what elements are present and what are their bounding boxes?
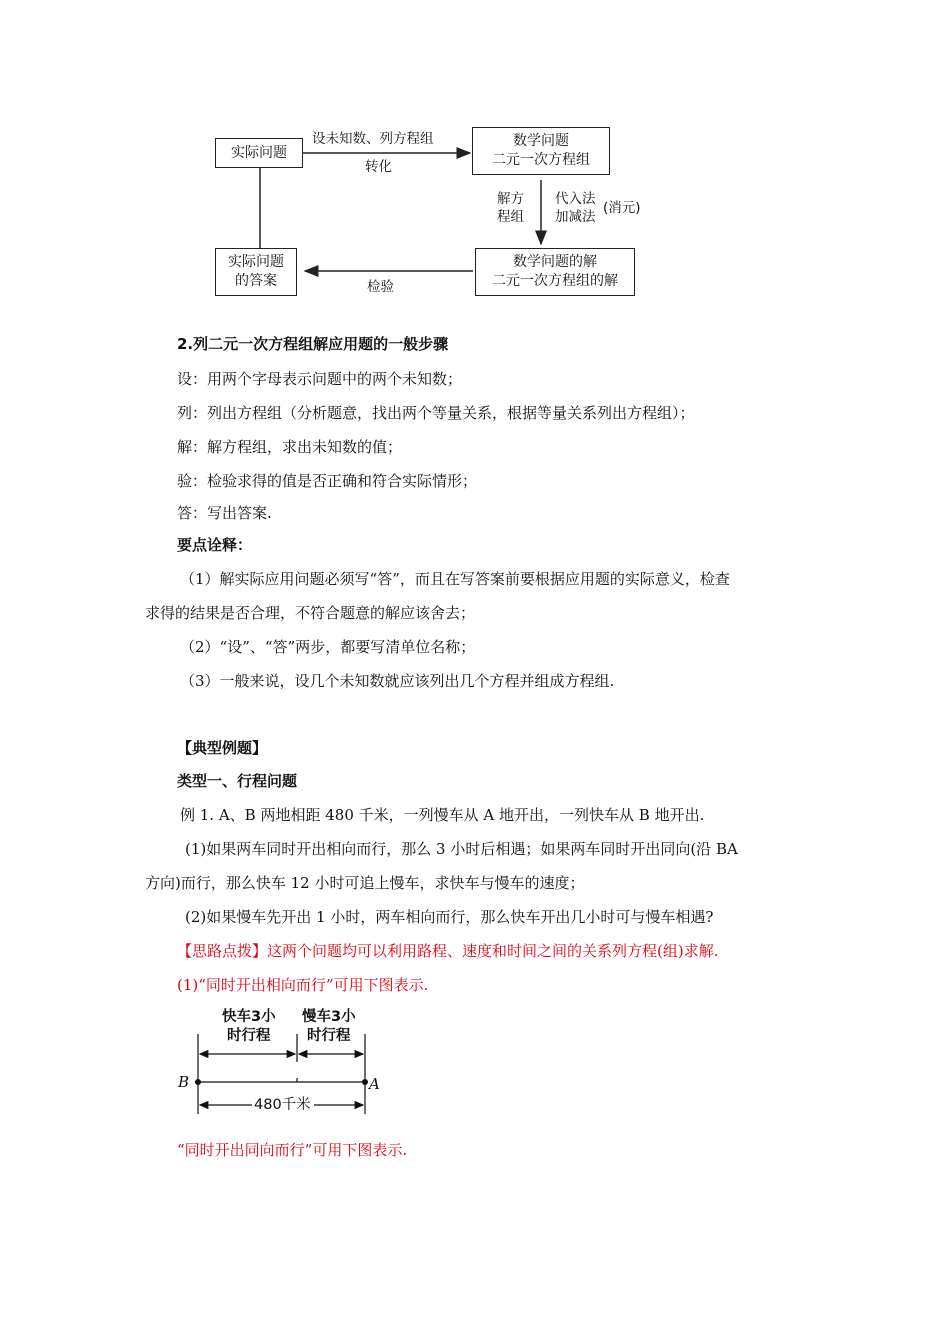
total-distance-label: 480千米 [254,1097,311,1113]
type-heading: 类型一、行程问题 [177,772,298,790]
box-actual-problem: 实际问题 [215,138,303,168]
note-1-line-2: 求得的结果是否合理，不符合题意的解应该舍去； [145,604,476,622]
example-1: 例 1. A、B 两地相距 480 千米，一列慢车从 A 地开出，一列快车从 B 地开出. [180,806,705,824]
box-actual-answer: 实际问题 的答案 [215,248,297,296]
question-1-line-1: (1)如果两车同时开出相向而行，那么 3 小时后相遇；如果两车同时开出同向(沿 BA [185,840,738,858]
label-solve: 解方 程组 [497,191,524,225]
hint-diagram-1: (1)“同时开出相向而行”可用下图表示. [177,976,429,994]
section-heading: 2.列二元一次方程组解应用题的一般步骤 [177,335,449,353]
label-elimination: (消元) [603,200,641,216]
box-math-solution: 数学问题的解 二元一次方程组的解 [475,248,635,296]
method-flowchart [205,118,645,303]
question-2: (2)如果慢车先开出 1 小时，两车相向而行，那么快车开出几小时可与慢车相遇? [185,908,714,926]
step-list: 列：列出方程组（分析题意，找出两个等量关系，根据等量关系列出方程组）； [177,404,695,422]
point-a: A [369,1075,380,1093]
label-verify: 检验 [367,279,394,295]
step-set: 设：用两个字母表示问题中的两个未知数； [177,370,463,388]
hint: 【思路点拨】这两个问题均可以利用路程、速度和时间之间的关系列方程(组)求解. [177,942,719,960]
distance-diagram [172,1006,382,1121]
label-setup: 设未知数、列方程组 [312,131,434,147]
slow-train-label: 慢车3小 时行程 [302,1009,356,1044]
label-methods: 代入法 加减法 [555,191,596,225]
note-1-line-1: （1）解实际应用问题必须写“答”，而且在写答案前要根据应用题的实际意义，检查 [180,570,730,588]
fast-train-label: 快车3小 时行程 [222,1009,276,1044]
label-transform: 转化 [365,159,392,175]
examples-heading: 【典型例题】 [177,739,268,757]
step-verify: 验：检验求得的值是否正确和符合实际情形； [177,472,478,490]
hint-diagram-2: “同时开出同向而行”可用下图表示. [177,1141,408,1159]
step-answer: 答：写出答案. [177,504,272,522]
note-3: （3）一般来说，设几个未知数就应该列出几个方程并组成方程组. [180,672,615,690]
question-1-line-2: 方向)而行，那么快车 12 小时可追上慢车，求快车与慢车的速度； [145,874,585,892]
notes-heading: 要点诠释： [177,536,253,554]
point-b: B [178,1073,190,1091]
note-2: （2）“设”、“答”两步，都要写清单位名称； [180,638,476,656]
step-solve: 解：解方程组，求出未知数的值； [177,438,403,456]
box-math-problem: 数学问题 二元一次方程组 [472,127,610,175]
